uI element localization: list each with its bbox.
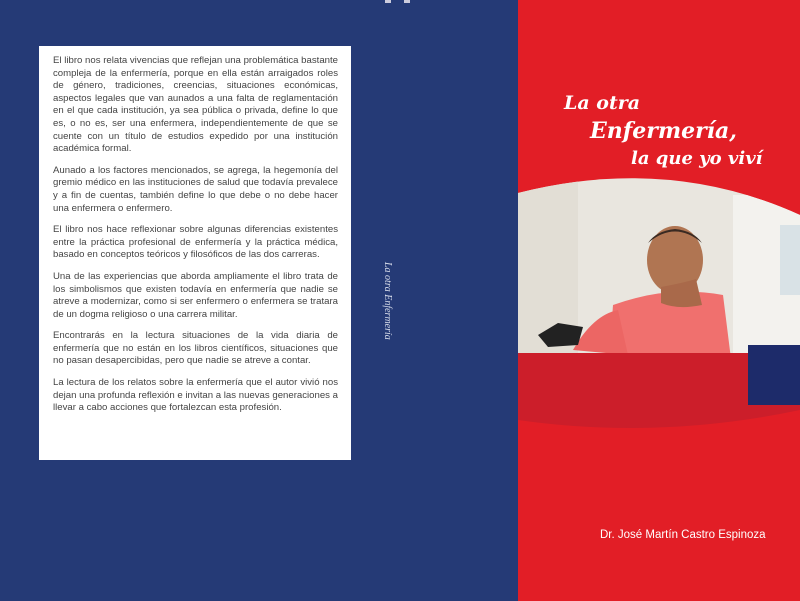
synopsis-paragraph: Una de las experiencias que aborda ampliamente el libro trata de los simbolismos que existen todavía en enfermería que nadie se atreve a modernizar, como si ser enfermero o enfermera se tratara de un dogma religioso o una carrera militar. [53, 270, 338, 320]
cover-swoosh [518, 390, 800, 601]
synopsis-paragraph: Aunado a los factores mencionados, se agrega, la hegemonía del gremio médico en las instituciones de salud que todavía prevalece y a fin de cuentas, también define lo que debe o no debe hacer una enfermera o enfermero. [53, 164, 338, 214]
book-title-line-2: Enfermería, [590, 118, 737, 144]
front-cover [518, 0, 800, 601]
book-title-line-3: la que yo viví [631, 148, 763, 169]
synopsis-paragraph: La lectura de los relatos sobre la enfermería que el autor vivió nos dejan una profunda reflexión e invitan a las nuevas generaciones a llevar a cabo acciones que fortalezcan esta profesión. [53, 377, 338, 414]
author-name: Dr. José Martín Castro Espinoza [600, 529, 766, 541]
spine-title: La otra Enfermería [382, 262, 393, 340]
synopsis-paragraph: El libro nos hace reflexionar sobre algunas diferencias existentes entre la práctica profesional de enfermería y la práctica médica, basado en conceptos teóricos y filosóficos de las dos carreras. [53, 224, 338, 261]
back-cover-synopsis [39, 46, 351, 460]
spine [388, 0, 518, 601]
synopsis-paragraph: Encontrarás en la lectura situaciones de la vida diaria de enfermería que no están en los libros científicos, situaciones que no pasan desapercibidas, pero que nadie se atreve a contar. [53, 330, 338, 367]
crop-mark [385, 0, 391, 3]
book-title-line-1: La otra [564, 92, 641, 114]
crop-mark [404, 0, 410, 3]
synopsis-paragraph: El libro nos relata vivencias que reflejan una problemática bastante compleja de la enfermería, porque en ella están arraigados roles de género, tradiciones, creencias, situaciones económicas, aspectos legales que van aunados a una falta de reglamentación en el que cada institución, ya sea pública o privada, define lo que es, o no es, ser una enfermera, independientemente de que se cuente con un título de estudios expedido por una institución académica formal. [53, 55, 338, 155]
